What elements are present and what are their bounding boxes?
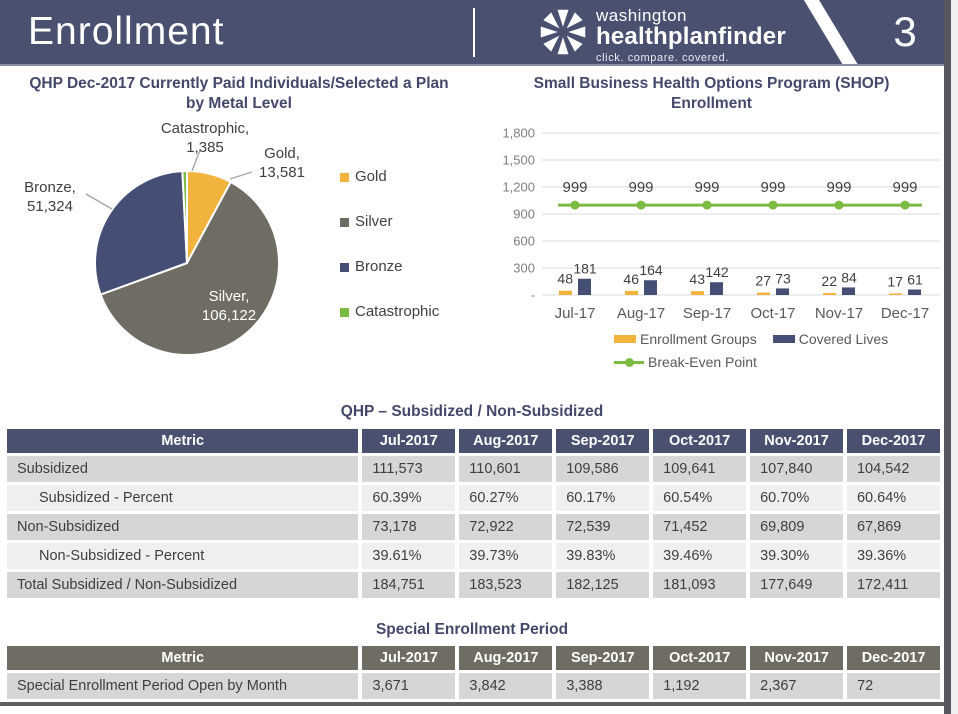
value-cell: 60.64% <box>847 485 940 511</box>
value-cell: 69,809 <box>750 514 843 540</box>
bar-covered-lives-Oct-17 <box>776 288 789 295</box>
logo-star-spoke <box>567 36 583 52</box>
value-cell: 184,751 <box>362 572 455 598</box>
bar-covered-lives-Nov-17 <box>842 287 855 295</box>
column-header-Oct-2017: Oct-2017 <box>653 646 746 670</box>
pie-label-catastrophic: Catastrophic, 1,385 <box>160 120 250 156</box>
bar-label-covered-lives: 164 <box>639 262 663 279</box>
column-header-Nov-2017: Nov-2017 <box>750 646 843 670</box>
x-axis-label-Sep-17: Sep-17 <box>682 305 732 322</box>
silver-legend-swatch <box>340 218 349 227</box>
logo-star-spoke <box>543 36 559 52</box>
metric-cell: Subsidized <box>7 456 358 482</box>
table-row <box>7 543 940 569</box>
value-cell: 107,840 <box>750 456 843 482</box>
pie-label-bronze: Bronze, 51,324 <box>24 179 76 215</box>
metric-cell: Total Subsidized / Non-Subsidized <box>7 572 358 598</box>
column-header-metric: Metric <box>7 429 358 453</box>
break-even-marker <box>637 201 646 210</box>
line-label-break-even: 999 <box>826 179 852 197</box>
value-cell: 39.36% <box>847 543 940 569</box>
bar-covered-lives-Sep-17 <box>710 282 723 295</box>
banner-divider <box>473 8 475 57</box>
value-cell: 60.39% <box>362 485 455 511</box>
value-cell: 73,178 <box>362 514 455 540</box>
column-header-Dec-2017: Dec-2017 <box>847 429 940 453</box>
break-even-marker <box>571 201 580 210</box>
column-header-Jul-2017: Jul-2017 <box>362 429 455 453</box>
legend-enrollment-groups: Enrollment Groups <box>614 331 757 347</box>
value-cell: 109,641 <box>653 456 746 482</box>
pie-legend-label: Silver <box>355 213 393 230</box>
value-cell: 71,452 <box>653 514 746 540</box>
logo-line2: healthplanfinder <box>596 23 786 50</box>
qhp-subsidized-table <box>3 426 944 601</box>
x-axis-label-Jul-17: Jul-17 <box>554 305 596 322</box>
shop-chart-title <box>478 74 945 114</box>
logo-line1: washington <box>596 6 688 25</box>
column-header-Aug-2017: Aug-2017 <box>459 429 552 453</box>
metric-cell: Non-Subsidized - Percent <box>7 543 358 569</box>
value-cell: 67,869 <box>847 514 940 540</box>
pie-label-gold: Gold, 13,581 <box>259 145 305 181</box>
bar-enrollment-groups-Nov-17 <box>823 293 836 295</box>
value-cell: 72,922 <box>459 514 552 540</box>
pie-legend-item-gold <box>340 169 439 185</box>
healthplanfinder-logo-icon <box>538 6 588 58</box>
y-tick-label: 1,500 <box>502 152 535 168</box>
logo-star-spoke <box>558 10 569 27</box>
bar-label-enrollment-groups: 48 <box>557 270 573 287</box>
logo-star-spoke <box>567 12 583 28</box>
bar-label-enrollment-groups: 17 <box>887 273 903 290</box>
pie-chart-title <box>0 74 478 114</box>
x-axis-label-Dec-17: Dec-17 <box>880 305 930 322</box>
value-cell: 39.46% <box>653 543 746 569</box>
pie-legend-label: Catastrophic <box>355 303 440 320</box>
value-cell: 177,649 <box>750 572 843 598</box>
shop-chart-title-line2: Enrollment <box>671 95 752 112</box>
column-header-Oct-2017: Oct-2017 <box>653 429 746 453</box>
x-axis-label-Nov-17: Nov-17 <box>814 305 864 322</box>
value-cell: 104,542 <box>847 456 940 482</box>
value-cell: 3,388 <box>556 673 649 699</box>
value-cell: 60.17% <box>556 485 649 511</box>
table-row <box>7 514 940 540</box>
line-label-break-even: 999 <box>760 179 786 197</box>
bar-label-covered-lives: 61 <box>907 271 923 288</box>
column-header-Aug-2017: Aug-2017 <box>459 646 552 670</box>
value-cell: 1,192 <box>653 673 746 699</box>
metric-cell: Subsidized - Percent <box>7 485 358 511</box>
bar-label-enrollment-groups: 27 <box>755 272 771 289</box>
legend-covered-lives: Covered Lives <box>773 331 889 347</box>
bar-label-enrollment-groups: 22 <box>821 273 837 290</box>
break-even-marker <box>835 201 844 210</box>
bar-label-covered-lives: 84 <box>841 269 857 286</box>
gold-legend-swatch <box>340 173 349 182</box>
shop-chart-legend <box>478 331 945 370</box>
logo-star-spoke <box>558 37 569 54</box>
column-header-Sep-2017: Sep-2017 <box>556 429 649 453</box>
bar-label-covered-lives: 142 <box>705 264 729 281</box>
table-row <box>7 485 940 511</box>
value-cell: 3,842 <box>459 673 552 699</box>
value-cell: 109,586 <box>556 456 649 482</box>
value-cell: 110,601 <box>459 456 552 482</box>
column-header-Nov-2017: Nov-2017 <box>750 429 843 453</box>
break-even-marker <box>703 201 712 210</box>
pie-legend <box>340 169 439 320</box>
y-tick-label: 1,200 <box>502 179 535 195</box>
page-title: Enrollment <box>28 10 225 53</box>
slide-right-edge <box>944 0 951 714</box>
legend-break-even-point: Break-Even Point <box>614 354 757 370</box>
value-cell: 182,125 <box>556 572 649 598</box>
value-cell: 39.73% <box>459 543 552 569</box>
page-number: 3 <box>893 8 917 55</box>
value-cell: 3,671 <box>362 673 455 699</box>
value-cell: 60.27% <box>459 485 552 511</box>
table-row <box>7 456 940 482</box>
enrollment-groups-swatch <box>614 335 636 343</box>
logo-text <box>596 6 786 64</box>
break-even-line-swatch <box>614 358 644 367</box>
bar-label-enrollment-groups: 46 <box>623 270 639 287</box>
metric-cell: Non-Subsidized <box>7 514 358 540</box>
y-tick-label: - <box>530 287 535 303</box>
pie-label-silver: Silver, 106,122 <box>201 288 257 324</box>
value-cell: 183,523 <box>459 572 552 598</box>
shop-enrollment-chart <box>478 118 945 330</box>
column-header-Sep-2017: Sep-2017 <box>556 646 649 670</box>
logo-star-spoke <box>543 12 559 28</box>
qhp-table-title: QHP – Subsidized / Non-Subsidized <box>340 403 604 420</box>
logo-star-spoke <box>541 27 558 38</box>
banner-slash-decoration <box>804 0 861 66</box>
value-cell: 111,573 <box>362 456 455 482</box>
line-label-break-even: 999 <box>562 179 588 197</box>
metric-cell: Special Enrollment Period Open by Month <box>7 673 358 699</box>
value-cell: 39.61% <box>362 543 455 569</box>
column-header-Dec-2017: Dec-2017 <box>847 646 940 670</box>
bar-enrollment-groups-Sep-17 <box>691 291 704 295</box>
bar-enrollment-groups-Dec-17 <box>889 293 902 295</box>
covered-lives-swatch <box>773 335 795 343</box>
column-header-Jul-2017: Jul-2017 <box>362 646 455 670</box>
bar-covered-lives-Jul-17 <box>578 279 591 295</box>
break-even-marker <box>901 201 910 210</box>
window-gutter <box>951 0 958 714</box>
y-tick-label: 600 <box>513 233 535 249</box>
line-label-break-even: 999 <box>694 179 720 197</box>
pie-legend-item-bronze <box>340 259 439 275</box>
table-row <box>7 572 940 598</box>
value-cell: 72 <box>847 673 940 699</box>
value-cell: 181,093 <box>653 572 746 598</box>
bar-enrollment-groups-Aug-17 <box>625 291 638 295</box>
catastrophic-legend-swatch <box>340 308 349 317</box>
table-row <box>7 673 940 699</box>
special-enrollment-table <box>3 643 944 702</box>
logo-star-spoke <box>568 27 585 38</box>
bar-enrollment-groups-Jul-17 <box>559 291 572 295</box>
line-label-break-even: 999 <box>892 179 918 197</box>
value-cell: 39.30% <box>750 543 843 569</box>
value-cell: 72,539 <box>556 514 649 540</box>
pie-legend-item-catastrophic <box>340 304 439 320</box>
bar-label-covered-lives: 73 <box>775 270 791 287</box>
y-tick-label: 900 <box>513 206 535 222</box>
sep-table-title: Special Enrollment Period <box>375 621 569 638</box>
bar-label-enrollment-groups: 43 <box>689 271 705 288</box>
value-cell: 2,367 <box>750 673 843 699</box>
shop-chart-title-line1: Small Business Health Options Program (SHOP) <box>533 75 890 92</box>
bar-covered-lives-Dec-17 <box>908 290 921 295</box>
x-axis-label-Aug-17: Aug-17 <box>616 305 666 322</box>
data-table-1 <box>3 643 944 702</box>
table-header-row <box>7 646 940 670</box>
data-table-0 <box>3 426 944 601</box>
pie-legend-label: Bronze <box>355 258 403 275</box>
break-even-marker <box>769 201 778 210</box>
pie-chart-title-line2: by Metal Level <box>186 95 292 112</box>
bronze-legend-swatch <box>340 263 349 272</box>
bar-enrollment-groups-Oct-17 <box>757 293 770 295</box>
line-label-break-even: 999 <box>628 179 654 197</box>
value-cell: 39.83% <box>556 543 649 569</box>
bar-covered-lives-Aug-17 <box>644 280 657 295</box>
pie-chart-title-line1: QHP Dec-2017 Currently Paid Individuals/Selected a Plan <box>29 75 449 92</box>
y-tick-label: 300 <box>513 260 535 276</box>
value-cell: 172,411 <box>847 572 940 598</box>
value-cell: 60.54% <box>653 485 746 511</box>
logo-tagline: click. compare. covered. <box>596 52 729 64</box>
x-axis-label-Oct-17: Oct-17 <box>750 305 796 322</box>
pie-legend-item-silver <box>340 214 439 230</box>
slide-bottom-edge <box>0 702 951 706</box>
bar-label-covered-lives: 181 <box>573 260 597 277</box>
table-header-row <box>7 429 940 453</box>
column-header-metric: Metric <box>7 646 358 670</box>
y-tick-label: 1,800 <box>502 125 535 141</box>
pie-legend-label: Gold <box>355 168 387 185</box>
header-banner <box>0 0 944 66</box>
value-cell: 60.70% <box>750 485 843 511</box>
healthplanfinder-logo <box>538 6 786 64</box>
